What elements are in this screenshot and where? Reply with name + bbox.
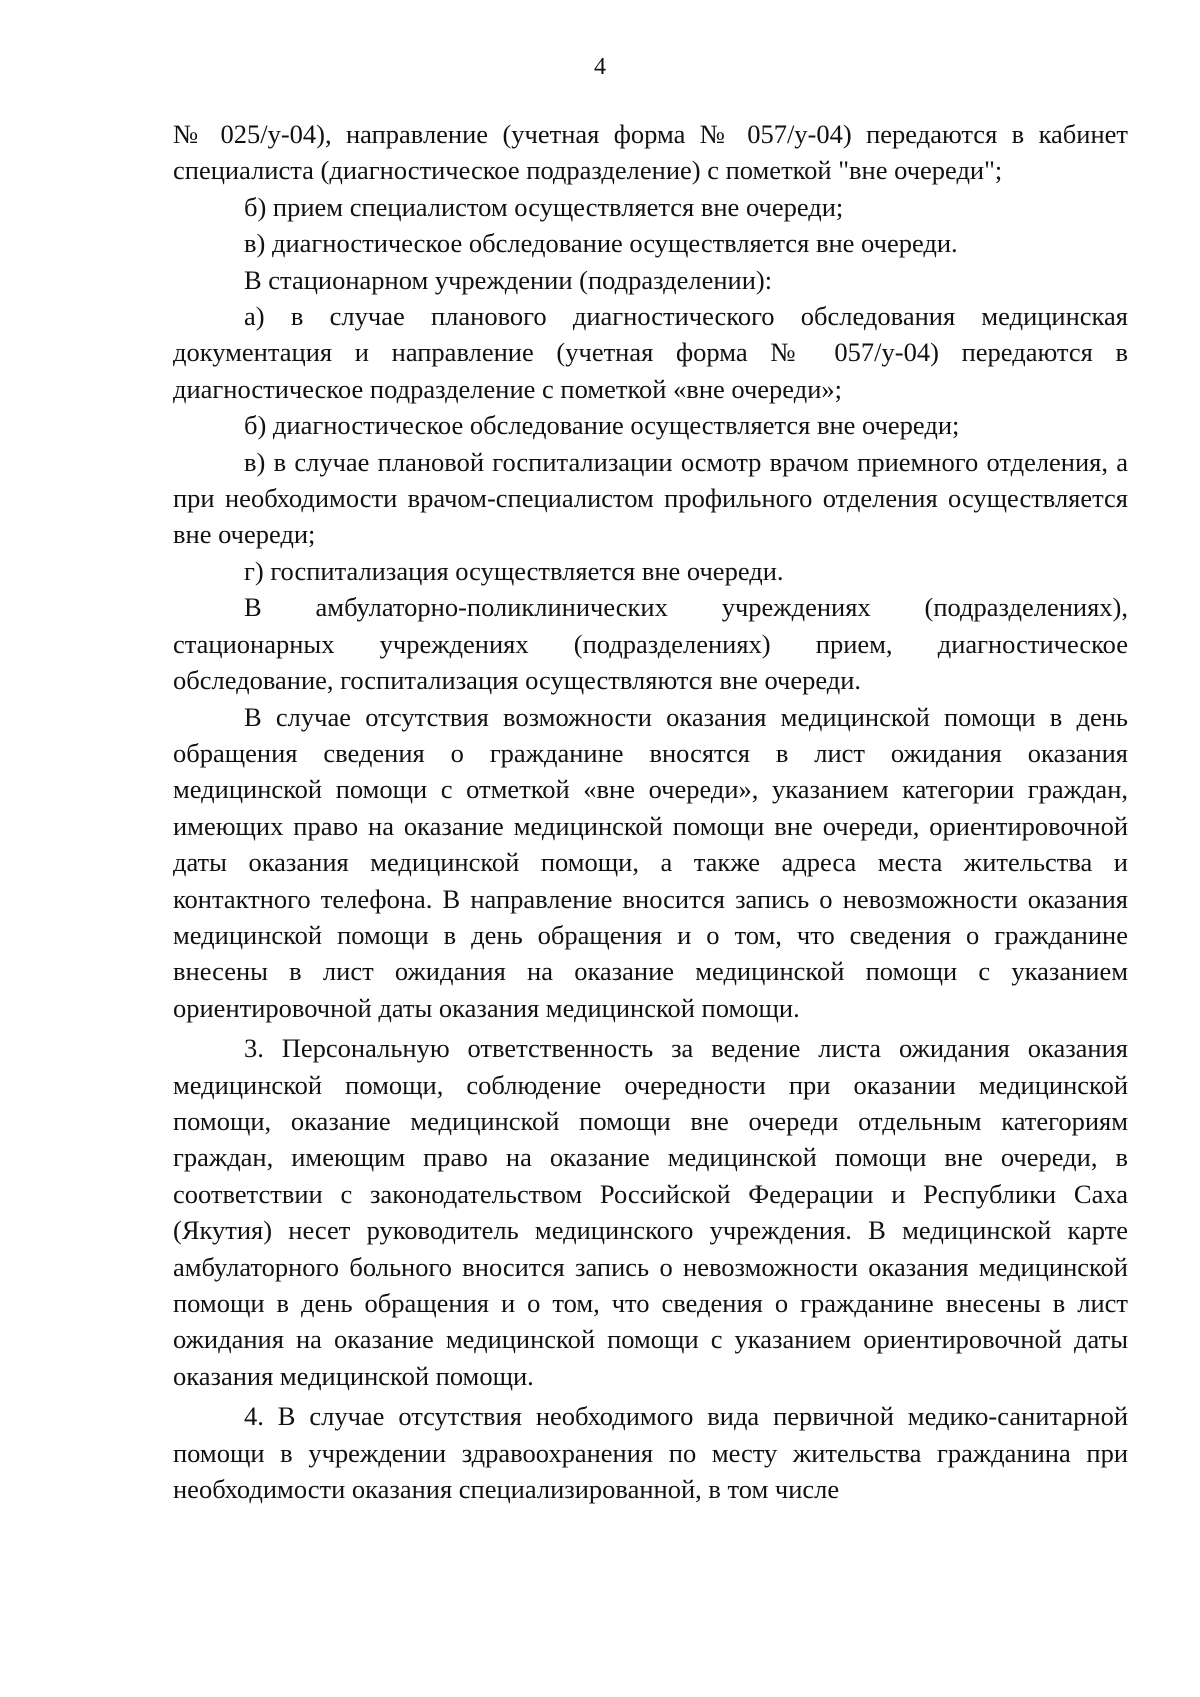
paragraph-11-section-3: 3. Персональную ответственность за ведение листа ожидания оказания медицинской помощи, соблюдение очередности при оказании медицинской помощи, оказание медицинской помощи вне очереди отдельным категориям граждан, имеющим право на оказание медицинской помощи вне очереди, в соответствии с законодательством Российской Федерации и Республики Саха (Якутия) несет руководитель медицинского учреждения. В медицинской карте амбулаторного больного вносится запись о невозможности оказания медицинской помощи в день обращения и о том, что сведения о гражданине внесены в лист ожидания на оказание медицинской помощи с указанием ориентировочной даты оказания медицинской помощи.: [173, 1033, 1128, 1391]
paragraph-1: № 025/у-04), направление (учетная форма № 057/у-04) передаются в кабинет специалиста (диагностическое подразделение) с пометкой "вне очереди";: [173, 119, 1128, 186]
document-body: [173, 116, 1128, 1507]
paragraph-7: в) в случае плановой госпитализации осмотр врачом приемного отделения, а при необходимости врачом-специалистом профильного отделения осуществляется вне очереди;: [173, 446, 1128, 550]
paragraph-9: В амбулаторно-поликлинических учреждениях (подразделениях), стационарных учреждениях (подразделениях) прием, диагностическое обследование, госпитализация осуществляются вне очереди.: [173, 592, 1128, 696]
paragraph-5: а) в случае планового диагностического обследования медицинская документация и направление (учетная форма № 057/у-04) передаются в диагностическое подразделение с пометкой «вне очереди»;: [173, 301, 1128, 404]
paragraph-6: б) диагностическое обследование осуществляется вне очереди;: [244, 410, 960, 441]
paragraph-8: г) госпитализация осуществляется вне очереди.: [244, 555, 784, 586]
paragraph-3: в) диагностическое обследование осуществляется вне очереди.: [244, 228, 958, 259]
page-number: 4: [594, 54, 606, 80]
paragraph-12-section-4: 4. В случае отсутствия необходимого вида первичной медико-санитарной помощи в учреждении здравоохранения по месту жительства гражданина при необходимости оказания специализированной, в том числе: [173, 1401, 1128, 1505]
paragraph-10: В случае отсутствия возможности оказания медицинской помощи в день обращения сведения о гражданине вносятся в лист ожидания оказания медицинской помощи с отметкой «вне очереди», указанием категории граждан, имеющих право на оказание медицинской помощи вне очереди, ориентировочной даты оказания медицинской помощи, а также адреса места жительства и контактного телефона. В направление вносится запись о невозможности оказания медицинской помощи в день обращения и о том, что сведения о гражданине внесены в лист ожидания на оказание медицинской помощи с указанием ориентировочной даты оказания медицинской помощи.: [173, 701, 1128, 1023]
paragraph-4: В стационарном учреждении (подразделении):: [244, 264, 773, 295]
paragraph-2: б) прием специалистом осуществляется вне очереди;: [244, 191, 844, 222]
